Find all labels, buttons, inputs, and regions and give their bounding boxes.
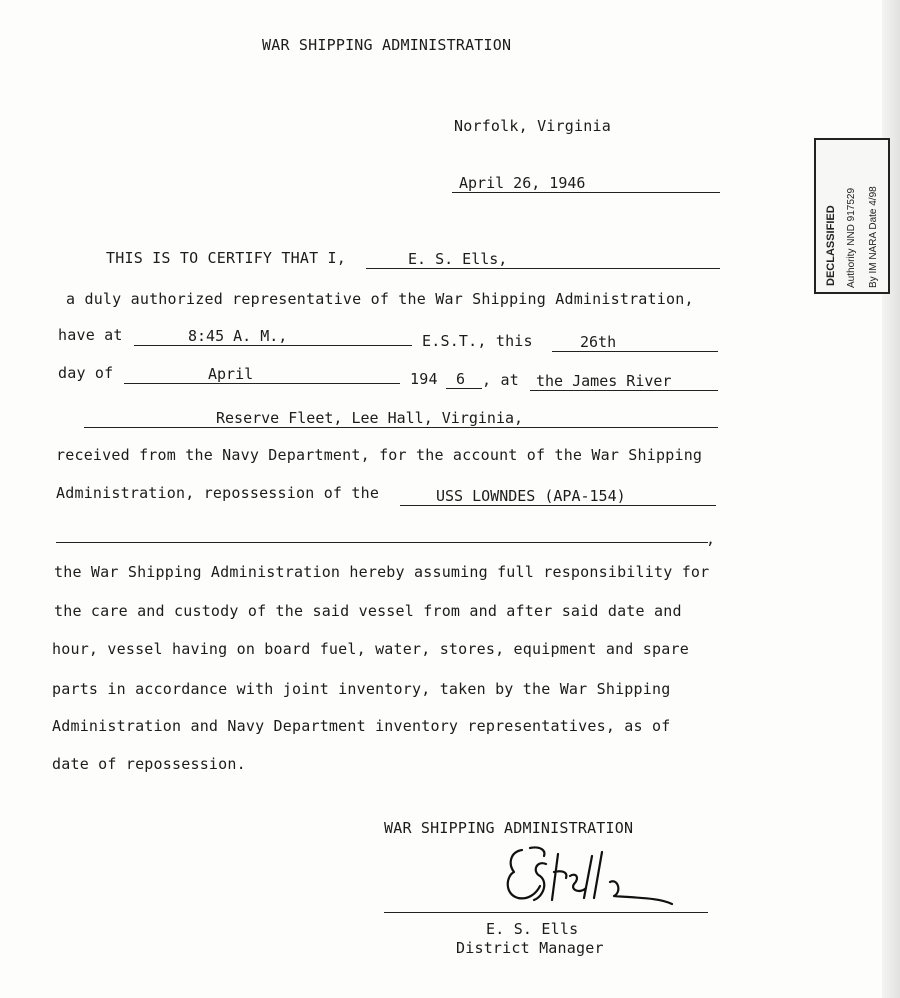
day-field xyxy=(552,333,718,352)
signature-agency: WAR SHIPPING ADMINISTRATION xyxy=(384,819,634,837)
header-date-field xyxy=(452,174,720,193)
header-place: Norfolk, Virginia xyxy=(454,117,611,135)
body-line: hour, vessel having on board fuel, water, stores, equipment and spare xyxy=(52,640,689,658)
month-field xyxy=(124,365,400,384)
certifier-name: E. S. Ells, xyxy=(408,250,508,268)
time-value: 8:45 A. M., xyxy=(188,327,288,345)
year-digit: 6 xyxy=(456,370,466,388)
body-line: parts in accordance with joint inventory, taken by the War Shipping xyxy=(52,680,671,698)
representative-line: a duly authorized representative of the War Shipping Administration, xyxy=(66,290,694,308)
name-field xyxy=(366,250,720,269)
stamp-by: By IM NARA Date 4/98 xyxy=(868,186,879,288)
repossession-label: Administration, repossession of the xyxy=(56,484,380,502)
at-label: , at xyxy=(482,371,519,389)
est-label: E.S.T., this xyxy=(422,332,533,350)
year-digit-field xyxy=(446,370,482,389)
day-of-label: day of xyxy=(58,364,114,382)
signature-line xyxy=(384,912,708,913)
have-at-label: have at xyxy=(58,326,123,344)
vessel-name: USS LOWNDES (APA-154) xyxy=(436,487,626,505)
year-prefix: 194 xyxy=(410,370,438,388)
handwritten-signature xyxy=(500,842,680,914)
time-field xyxy=(134,327,412,346)
certify-intro: THIS IS TO CERTIFY THAT I, xyxy=(106,249,346,267)
month-value: April xyxy=(208,365,254,383)
location-part1: the James River xyxy=(536,372,672,390)
trailing-comma: , xyxy=(706,530,716,548)
location-field-1 xyxy=(530,372,718,391)
blank-underline xyxy=(56,542,708,543)
location-field-2 xyxy=(84,409,718,428)
body-line: Administration and Navy Department inventory representatives, as of xyxy=(52,717,671,735)
header-date: April 26, 1946 xyxy=(459,174,586,192)
body-line: date of repossession. xyxy=(52,755,246,773)
declassified-stamp xyxy=(814,138,890,294)
body-line: the War Shipping Administration hereby assuming full responsibility for xyxy=(54,563,710,581)
stamp-label: DECLASSIFIED xyxy=(825,205,837,286)
stamp-authority: Authority NND 917529 xyxy=(846,187,857,288)
body-line: the care and custody of the said vessel from and after said date and xyxy=(54,602,682,620)
vessel-field xyxy=(400,487,716,506)
location-part2: Reserve Fleet, Lee Hall, Virginia, xyxy=(216,409,524,427)
received-line: received from the Navy Department, for the account of the War Shipping xyxy=(56,446,703,464)
day-value: 26th xyxy=(580,333,617,351)
signatory-title: District Manager xyxy=(456,939,604,957)
header-agency: WAR SHIPPING ADMINISTRATION xyxy=(262,36,512,54)
signatory-name: E. S. Ells xyxy=(486,920,579,938)
